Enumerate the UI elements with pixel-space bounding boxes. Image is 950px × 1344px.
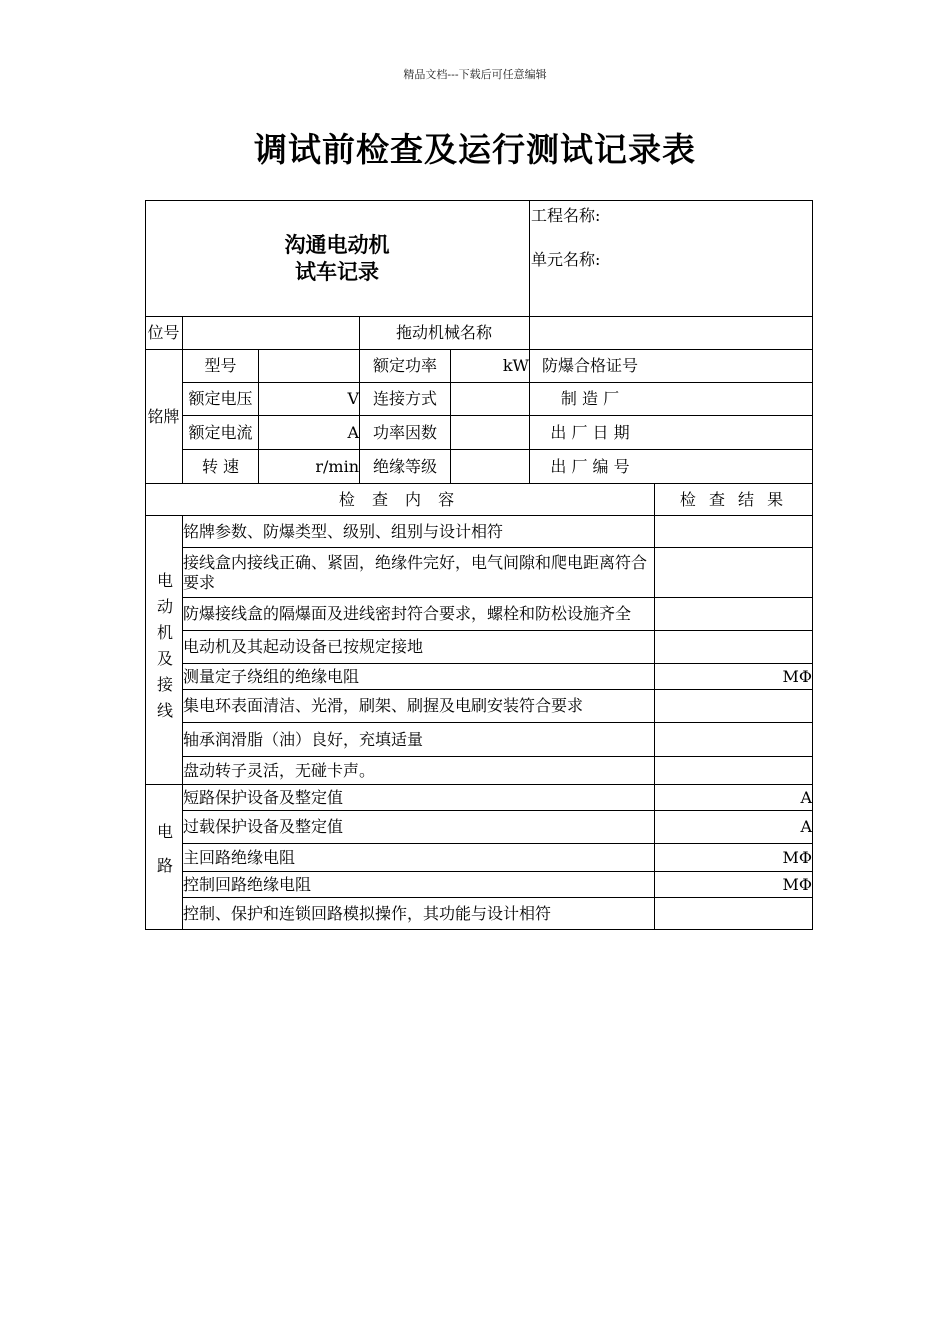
check-item: 铭牌参数、防爆类型、级别、组别与设计相符 xyxy=(183,521,504,541)
check-item: 主回路绝缘电阻 xyxy=(183,847,296,867)
result-unit: A xyxy=(800,787,812,807)
check-item: 过载保护设备及整定值 xyxy=(183,817,344,836)
nameplate-label: 铭牌 xyxy=(147,406,180,426)
check-result-header: 检 查 结 果 xyxy=(679,489,788,509)
power-factor-label: 功率因数 xyxy=(372,422,437,442)
project-name-label: 工程名称: xyxy=(531,206,601,225)
check-item: 电动机及其起动设备已按规定接地 xyxy=(183,637,424,656)
page-header-note: 精品文档---下载后可任意编辑 xyxy=(403,68,547,81)
connection-label: 连接方式 xyxy=(372,389,437,408)
machine-name-label: 拖动机械名称 xyxy=(395,323,492,342)
ex-cert-label: 防爆合格证号 xyxy=(541,356,638,375)
record-name-line2: 试车记录 xyxy=(295,259,379,284)
circuit-section-label: 电路 xyxy=(154,823,174,891)
rated-voltage-label: 额定电压 xyxy=(188,389,253,408)
serial-label: 出 厂 编 号 xyxy=(550,456,630,476)
rated-current-unit: A xyxy=(347,422,359,442)
insulation-class-label: 绝缘等级 xyxy=(372,456,437,476)
table-border-right xyxy=(812,200,813,930)
document-title: 调试前检查及运行测试记录表 xyxy=(254,130,696,169)
check-item: 接线盒内接线正确、紧固，绝缘件完好，电气间隙和爬电距离符合要求 xyxy=(183,552,648,592)
check-item: 控制、保护和连锁回路模拟操作，其功能与设计相符 xyxy=(183,903,552,923)
check-item: 测量定子绕组的绝缘电阻 xyxy=(183,666,360,686)
result-unit: A xyxy=(800,817,812,836)
check-item: 防爆接线盒的隔爆面及进线密封符合要求，螺栓和防松设施齐全 xyxy=(183,604,632,623)
result-unit: MΦ xyxy=(782,874,812,894)
check-content-header: 检 查 内 容 xyxy=(338,489,461,509)
speed-unit: r/min xyxy=(315,456,359,476)
result-unit: MΦ xyxy=(782,847,812,867)
check-item: 集电环表面清洁、光滑，刷架、刷握及电刷安装符合要求 xyxy=(183,696,584,715)
rated-current-label: 额定电流 xyxy=(188,422,253,442)
motor-section-label: 电动机及接线 xyxy=(154,572,174,728)
record-table xyxy=(145,200,813,930)
speed-label: 转 速 xyxy=(201,456,240,476)
rated-power-label: 额定功率 xyxy=(372,356,437,375)
position-label: 位号 xyxy=(147,323,180,342)
result-unit: MΦ xyxy=(782,666,812,686)
unit-name-label: 单元名称: xyxy=(531,250,601,269)
model-label: 型号 xyxy=(204,356,237,375)
record-name-line1: 沟通电动机 xyxy=(284,231,390,257)
check-item: 控制回路绝缘电阻 xyxy=(183,874,312,894)
table-border-bottom xyxy=(145,929,813,930)
check-item: 盘动转子灵活，无碰卡声。 xyxy=(183,760,376,780)
check-item: 短路保护设备及整定值 xyxy=(183,787,344,807)
check-item: 轴承润滑脂（油）良好，充填适量 xyxy=(183,729,424,749)
record-name xyxy=(145,200,529,316)
rated-voltage-unit: V xyxy=(347,389,359,408)
rated-power-unit: kW xyxy=(502,356,529,375)
manufacturer-label: 制 造 厂 xyxy=(560,389,620,408)
date-label: 出 厂 日 期 xyxy=(550,422,630,442)
